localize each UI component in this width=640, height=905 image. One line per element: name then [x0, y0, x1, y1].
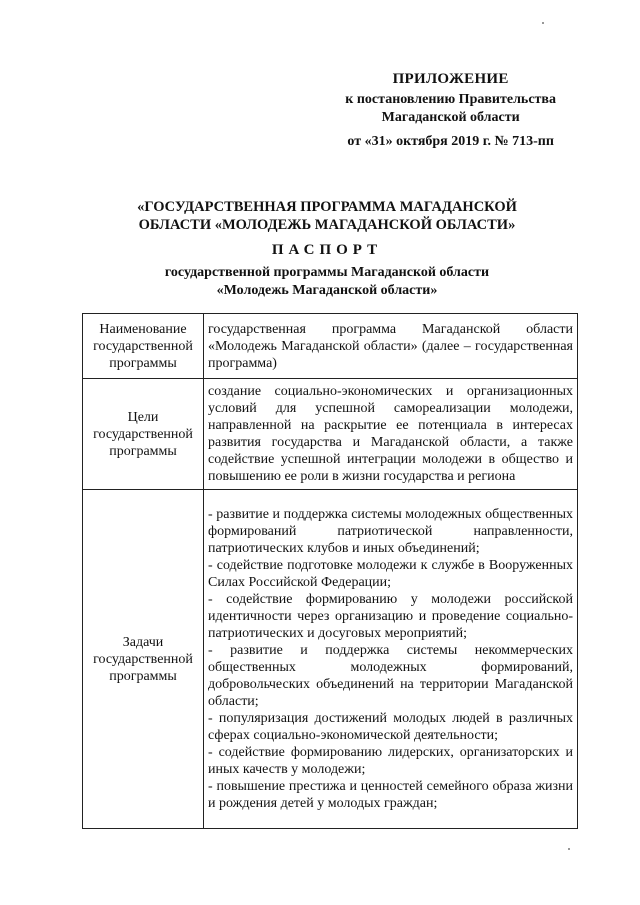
row-label: Цели государственной программы: [83, 379, 204, 490]
appendix-title: ПРИЛОЖЕНИЕ: [392, 71, 509, 87]
document-title: [92, 198, 562, 234]
appendix-date: от «31» октября 2019 г. № 713-пп: [347, 134, 554, 149]
appendix-block: [345, 70, 556, 151]
list-item: - содействие формированию лидерских, организаторских и иных качеств у молодежи;: [208, 745, 573, 777]
list-item: - популяризация достижений молодых людей в различных сферах социально-экономической деятельности;: [208, 711, 573, 743]
table-row: [83, 490, 578, 829]
row-content: создание социально-экономических и организационных условий для успешной самореализации молодежи, направленной на раскрытие ее потенциала в интересах развития государства и Магаданской области, а также содействие успешной интеграции молодежи в общество и повышению ее роли в жизни государства и региона: [204, 379, 578, 490]
appendix-line: Магаданской области: [381, 110, 520, 125]
table-row: [83, 379, 578, 490]
passport-subtitle-line: государственной программы Магаданской области: [164, 265, 490, 280]
document-title-line: «ГОСУДАРСТВЕННАЯ ПРОГРАММА МАГАДАНСКОЙ: [137, 199, 517, 215]
row-content-list: [204, 490, 578, 829]
passport-table: [82, 313, 578, 829]
row-label: Наименование государственной программы: [83, 314, 204, 379]
list-item: - содействие подготовке молодежи к службе в Вооруженных Силах Российской Федерации;: [208, 558, 573, 590]
appendix-line: к постановлению Правительства: [345, 92, 556, 107]
scan-speck: [568, 848, 570, 850]
passport-heading: ПАСПОРТ: [271, 242, 383, 258]
passport-subtitle: [92, 264, 562, 300]
scan-speck: [542, 22, 544, 24]
list-item: - содействие формированию у молодежи российской идентичности через организацию и проведение социально-патриотических и досуговых мероприятий;: [208, 592, 573, 641]
list-item: - повышение престижа и ценностей семейного образа жизни и рождения детей у молодых граждан;: [208, 779, 573, 811]
row-label: Задачи государственной программы: [83, 490, 204, 829]
table-row: [83, 314, 578, 379]
row-content: государственная программа Магаданской области «Молодежь Магаданской области» (далее – государственная программа): [204, 314, 578, 379]
document-title-line: ОБЛАСТИ «МОЛОДЕЖЬ МАГАДАНСКОЙ ОБЛАСТИ»: [138, 217, 516, 233]
passport-subtitle-line: «Молодежь Магаданской области»: [216, 283, 438, 298]
list-item: - развитие и поддержка системы молодежных общественных формирований патриотической направленности, патриотических клубов и иных объединений;: [208, 507, 573, 556]
list-item: - развитие и поддержка системы некоммерческих общественных молодежных формирований, добровольческих объединений на территории Магаданской области;: [208, 643, 573, 709]
